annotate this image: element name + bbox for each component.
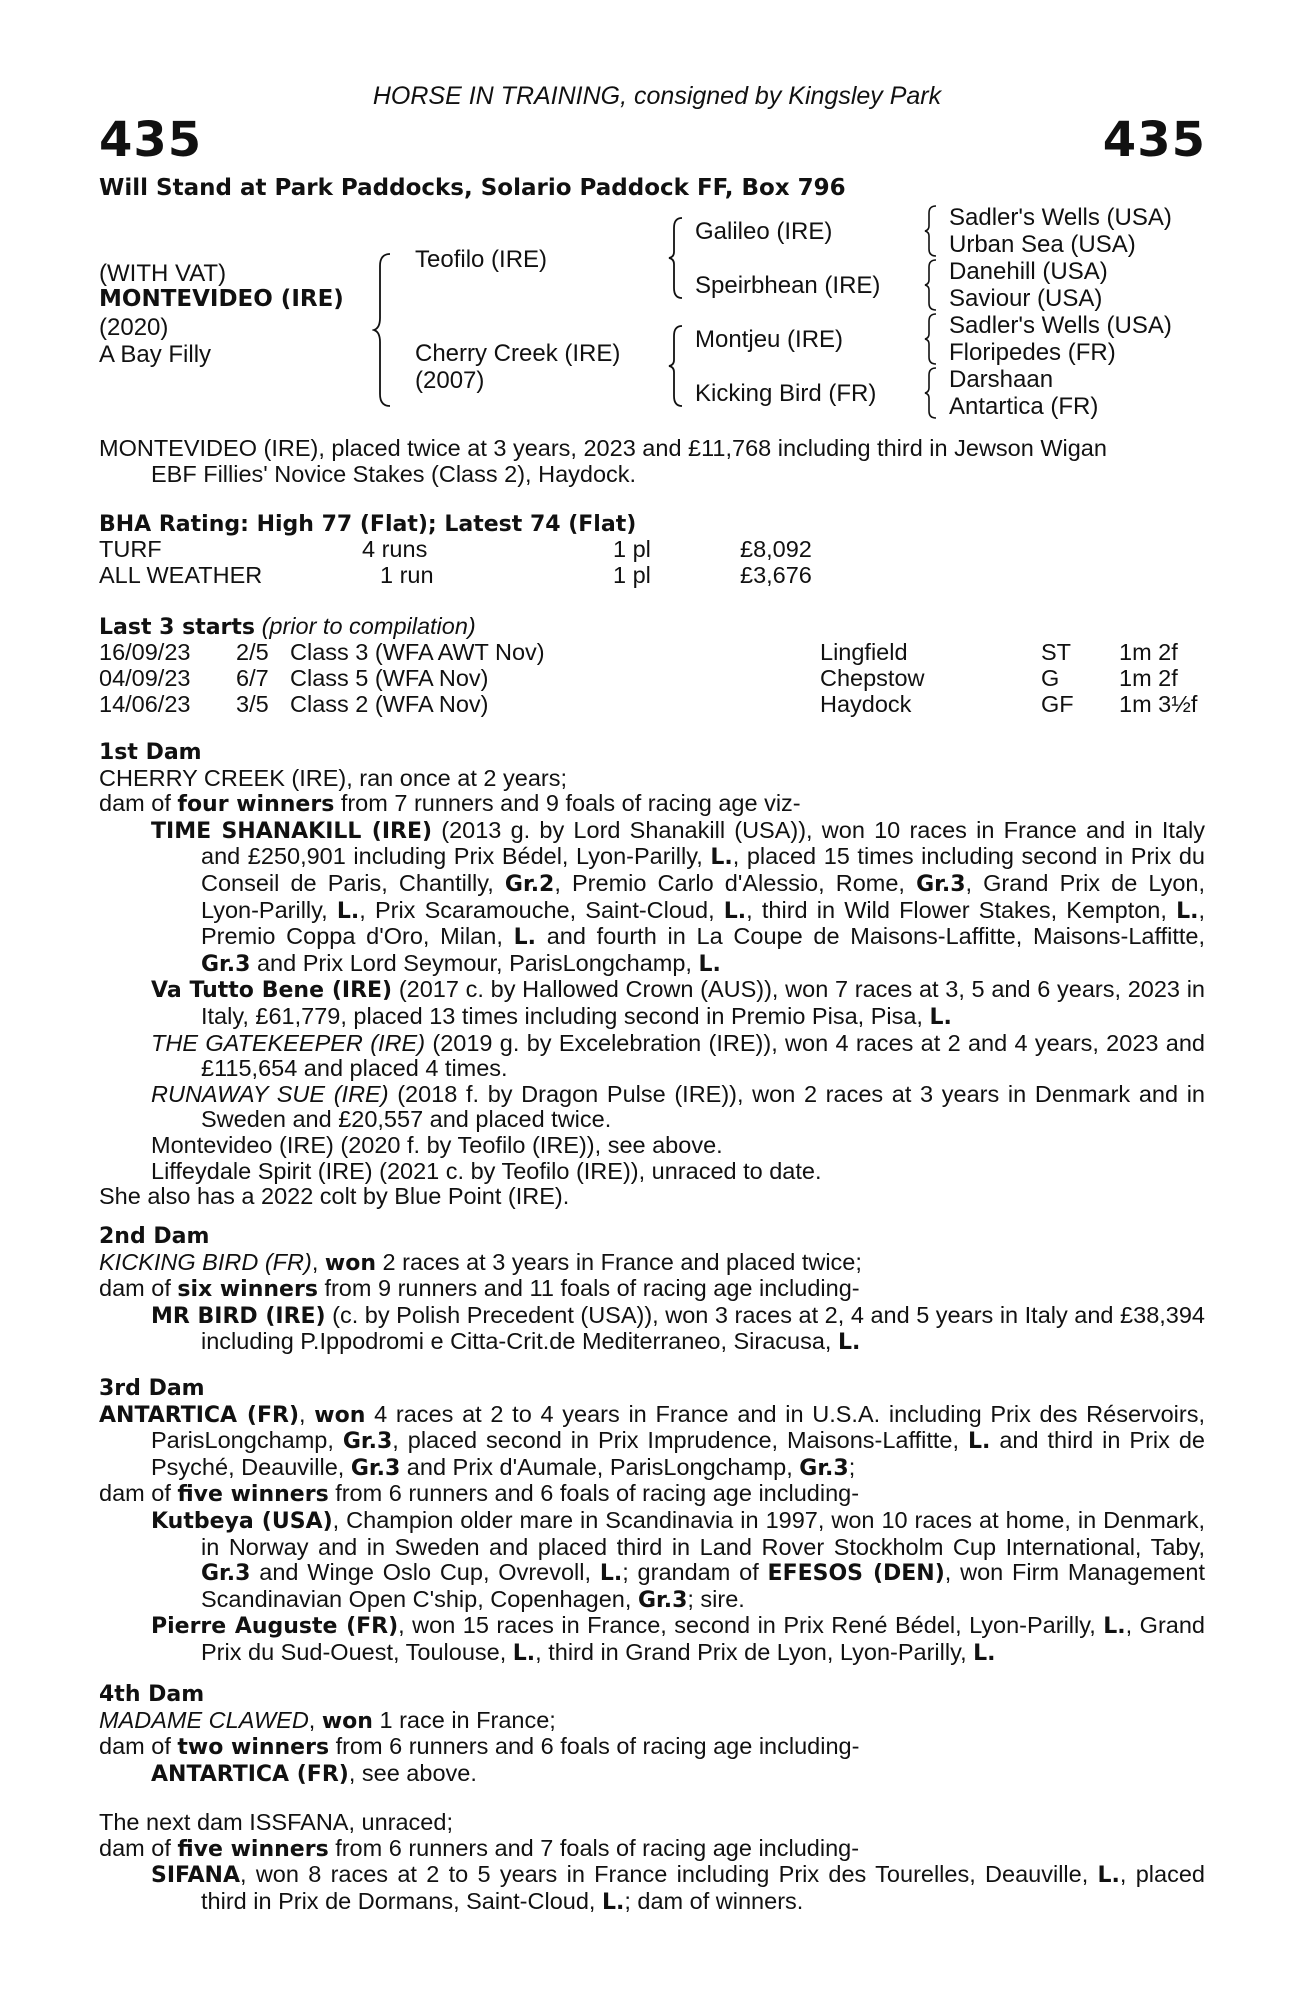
starts-heading-wrap xyxy=(99,613,476,640)
fourth-dam-line-2: dam of two winners from 6 runners and 6 foals of racing age including- xyxy=(99,1733,860,1761)
next-dam-progeny-1: SIFANA, won 8 races at 2 to 5 years in France including Prix des Tourelles, Deauville, L., placed third in Prix de Dormans, Saint-Cloud, L.; dam of winners. xyxy=(151,1861,1205,1915)
summary-line-1: MONTEVIDEO (IRE), placed twice at 3 years, 2023 and £11,768 including third in Jewson Wigan xyxy=(99,435,1107,461)
second-dam-heading: 2nd Dam xyxy=(99,1224,210,1249)
ggp-2: Urban Sea (USA) xyxy=(949,231,1136,258)
dam-dam: Kicking Bird (FR) xyxy=(695,380,877,407)
fourth-dam-section xyxy=(99,1682,1205,1787)
ggp-5: Sadler's Wells (USA) xyxy=(949,312,1172,339)
rating-turf-placed: 1 pl xyxy=(613,536,651,562)
second-dam-line-1: KICKING BIRD (FR), won 2 races at 3 years in France and placed twice; xyxy=(99,1248,862,1276)
first-dam-progeny-1: TIME SHANAKILL (IRE) (2013 g. by Lord Shanakill (USA)), won 10 races in France and in Italy and £250,901 including Prix Bédel, Lyon-Parilly, L., placed 15 times including second in Prix du Conseil de Paris, Chantilly, Gr.2, Premio Carlo d'Alessio, Rome, Gr.3, Grand Prix de Lyon, Lyon-Parilly, L., Prix Scaramouche, Saint-Cloud, L., third in Wild Flower Stakes, Kempton, L., Premio Coppa d'Oro, Milan, L. and fourth in La Coupe de Maisons-Laffitte, Maisons-Laffitte, Gr.3 and Prix Lord Seymour, ParisLongchamp, L. xyxy=(151,816,1206,977)
pedigree-brace-g3 xyxy=(923,312,939,366)
pedigree-brace-main xyxy=(372,252,394,408)
sire-sire: Galileo (IRE) xyxy=(695,218,833,245)
start-2-date: 04/09/23 xyxy=(99,665,191,691)
ggp-4: Saviour (USA) xyxy=(949,285,1103,312)
first-dam-section xyxy=(99,740,1205,1210)
first-dam-progeny-5: Montevideo (IRE) (2020 f. by Teofilo (IRE)), see above. xyxy=(151,1131,723,1158)
third-dam-section xyxy=(99,1376,1205,1667)
vat-label: (WITH VAT) xyxy=(99,260,227,287)
start-3-pos: 3/5 xyxy=(236,691,269,717)
second-dam-progeny-1: MR BIRD (IRE) (c. by Polish Precedent (USA)), won 3 races at 2, 4 and 5 years in Italy and £38,394 including P.Ippodromi e Citta-Crit.de Mediterraneo, Siracusa, L. xyxy=(151,1301,1205,1356)
second-dam-line-2: dam of six winners from 9 runners and 11 foals of racing age including- xyxy=(99,1275,860,1303)
rating-turf-runs: 4 runs xyxy=(362,536,428,562)
third-dam-progeny-1: Kutbeya (USA), Champion older mare in Scandinavia in 1997, won 10 races at home, in Denmark, in Norway and in Sweden and placed third in Land Rover Stockholm Cup International, Taby, Gr.3 and Winge Oslo Cup, Ovrevoll, L.; grandam of EFESOS (DEN), won Firm Management Scandinavian Open C'ship, Copenhagen, Gr.3; sire. xyxy=(151,1506,1206,1613)
pedigree-brace-dam xyxy=(667,324,685,408)
next-dam-section xyxy=(99,1810,1205,1915)
start-2-going: G xyxy=(1041,665,1060,691)
pedigree-brace-g4 xyxy=(923,366,939,420)
stand-location: Will Stand at Park Paddocks, Solario Paddock FF, Box 796 xyxy=(99,175,846,201)
rating-aw-surface: ALL WEATHER xyxy=(99,562,263,588)
start-1-dist: 1m 2f xyxy=(1119,639,1178,665)
ggp-1: Sadler's Wells (USA) xyxy=(949,204,1172,231)
second-dam-section xyxy=(99,1224,1205,1356)
start-1-course: Lingfield xyxy=(820,639,908,665)
first-dam-progeny-4: RUNAWAY SUE (IRE) (2018 f. by Dragon Pulse (IRE)), won 2 races at 3 years in Denmark and in Sweden and £20,557 and placed twice. xyxy=(151,1080,1205,1133)
third-dam-progeny-2: Pierre Auguste (FR), won 15 races in France, second in Prix René Bédel, Lyon-Parilly, L., Grand Prix du Sud-Ouest, Toulouse, L., third in Grand Prix de Lyon, Lyon-Parilly, L. xyxy=(151,1612,1205,1666)
pedigree-brace-g2 xyxy=(923,258,939,312)
start-3-date: 14/06/23 xyxy=(99,691,191,717)
dam-sire: Montjeu (IRE) xyxy=(695,326,844,353)
start-2-course: Chepstow xyxy=(820,665,925,691)
rating-turf-surface: TURF xyxy=(99,536,162,562)
sire-dam: Speirbhean (IRE) xyxy=(695,272,881,299)
horse-year: (2020) xyxy=(99,314,169,341)
first-dam-line-1: CHERRY CREEK (IRE), ran once at 2 years; xyxy=(99,764,567,791)
lot-number-right: 435 xyxy=(1102,112,1206,168)
third-dam-line-1: ANTARTICA (FR), won 4 races at 2 to 4 years in France and in U.S.A. including Prix des Réservoirs, ParisLongchamp, Gr.3, placed second in Prix Imprudence, Maisons-Laffitte, L. and third in Prix de Psyché, Deauville, Gr.3 and Prix d'Aumale, ParisLongchamp, Gr.3; xyxy=(99,1400,1205,1481)
first-dam-progeny-6: Liffeydale Spirit (IRE) (2021 c. by Teofilo (IRE)), unraced to date. xyxy=(151,1157,822,1184)
ggp-8: Antartica (FR) xyxy=(949,393,1099,420)
ggp-7: Darshaan xyxy=(949,366,1054,393)
summary xyxy=(99,436,1205,487)
third-dam-line-2: dam of five winners from 6 runners and 6 foals of racing age including- xyxy=(99,1480,860,1508)
first-dam-progeny-3: THE GATEKEEPER (IRE) (2019 g. by Excelebration (IRE)), won 4 races at 2 and 4 years, 2023 and £115,654 and placed 4 times. xyxy=(151,1029,1205,1082)
next-dam-line-2: dam of five winners from 6 runners and 7 foals of racing age including- xyxy=(99,1834,860,1862)
third-dam-heading: 3rd Dam xyxy=(99,1376,205,1401)
start-1-race: Class 3 (WFA AWT Nov) xyxy=(290,639,545,665)
start-2-pos: 6/7 xyxy=(236,665,269,691)
starts-heading: Last 3 starts xyxy=(99,615,256,640)
ggp-6: Floripedes (FR) xyxy=(949,339,1116,366)
pedigree-brace-sire xyxy=(667,216,685,300)
start-1-going: ST xyxy=(1041,639,1072,665)
rating-aw-placed: 1 pl xyxy=(613,562,651,588)
first-dam-progeny-2: Va Tutto Bene (IRE) (2017 c. by Hallowed Crown (AUS)), won 7 races at 3, 5 and 6 years, 2023 in Italy, £61,779, placed 13 times including second in Premio Pisa, Pisa, L. xyxy=(151,976,1205,1030)
start-2-race: Class 5 (WFA Nov) xyxy=(290,665,489,691)
page-header: HORSE IN TRAINING, consigned by Kingsley Park xyxy=(372,82,942,110)
start-1-date: 16/09/23 xyxy=(99,639,191,665)
starts-note: (prior to compilation) xyxy=(261,613,476,639)
horse-name: MONTEVIDEO (IRE) xyxy=(99,286,344,312)
start-3-dist: 1m 3½f xyxy=(1119,691,1198,717)
rating-turf-money: £8,092 xyxy=(740,536,812,562)
dam-year: (2007) xyxy=(415,367,485,394)
summary-line-2: EBF Fillies' Novice Stakes (Class 2), Haydock. xyxy=(151,460,637,487)
rating-aw-runs: 1 run xyxy=(380,562,434,588)
first-dam-end: She also has a 2022 colt by Blue Point (IRE). xyxy=(99,1183,570,1210)
next-dam-line-1: The next dam ISSFANA, unraced; xyxy=(99,1809,453,1835)
horse-description: A Bay Filly xyxy=(99,341,212,368)
start-3-race: Class 2 (WFA Nov) xyxy=(290,691,489,717)
rating-aw-money: £3,676 xyxy=(740,562,812,588)
first-dam-line-2: dam of four winners from 7 runners and 9 foals of racing age viz- xyxy=(99,790,801,818)
pedigree-brace-g1 xyxy=(923,204,939,258)
fourth-dam-line-1: MADAME CLAWED, won 1 race in France; xyxy=(99,1706,556,1734)
start-1-pos: 2/5 xyxy=(236,639,269,665)
sire-name: Teofilo (IRE) xyxy=(415,246,548,273)
ggp-3: Danehill (USA) xyxy=(949,258,1108,285)
start-3-going: GF xyxy=(1041,691,1074,717)
lot-number-left: 435 xyxy=(99,112,203,168)
rating-heading: BHA Rating: High 77 (Flat); Latest 74 (Flat) xyxy=(99,512,637,537)
first-dam-heading: 1st Dam xyxy=(99,740,202,765)
dam-name: Cherry Creek (IRE) xyxy=(415,340,621,367)
start-2-dist: 1m 2f xyxy=(1119,665,1178,691)
fourth-dam-heading: 4th Dam xyxy=(99,1682,205,1707)
start-3-course: Haydock xyxy=(820,691,912,717)
fourth-dam-progeny-1: ANTARTICA (FR), see above. xyxy=(151,1759,477,1787)
